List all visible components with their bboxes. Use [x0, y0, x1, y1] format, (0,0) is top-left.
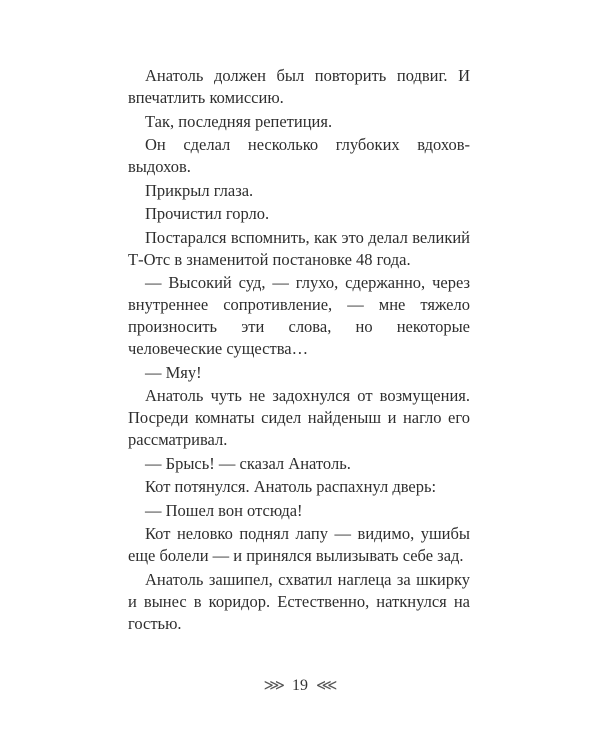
paragraph-9: Анатоль чуть не задохнулся от возмущения. Посреди комнаты сидел найденыш и нагло его рассматривал.	[128, 386, 470, 449]
paragraph-12: — Пошел вон отсюда!	[145, 500, 303, 520]
paragraph-5: Прочистил горло.	[145, 204, 270, 223]
paragraph-1: Анатоль должен был повторить подвиг. И впечатлить комиссию.	[128, 66, 470, 107]
paragraph-4: Прикрыл глаза.	[145, 180, 254, 200]
paragraph-6: Постарался вспомнить, как это делал великий Т-Отс в знаменитой постановке 48 года.	[128, 227, 470, 269]
page-footer	[0, 676, 600, 696]
paragraph-13: Кот неловко поднял лапу — видимо, ушибы еще болели — и принялся вылизывать себе зад.	[128, 524, 470, 565]
body-text	[128, 65, 470, 636]
ornament-right-icon: ⋘	[316, 678, 337, 694]
paragraph-2: Так, последняя репетиция.	[145, 111, 333, 131]
paragraph-10: — Брысь! — сказал Анатоль.	[145, 453, 351, 473]
paragraph-7: — Высокий суд, — глухо, сдержанно, через внутреннее сопротивление, — мне тяжело произносить эти слова, но некоторые человеческие существа…	[128, 273, 470, 358]
paragraph-3: Он сделал несколько глубоких вдохов-выдохов.	[128, 135, 470, 176]
paragraph-11: Кот потянулся. Анатоль распахнул дверь:	[145, 477, 437, 496]
paragraph-14: Анатоль зашипел, схватил наглеца за шкирку и вынес в коридор. Естественно, наткнулся на гостью.	[128, 569, 470, 633]
ornament-left-icon: ⋙	[263, 678, 284, 694]
paragraph-8: — Мяу!	[145, 362, 202, 382]
page-number: 19	[292, 677, 308, 694]
